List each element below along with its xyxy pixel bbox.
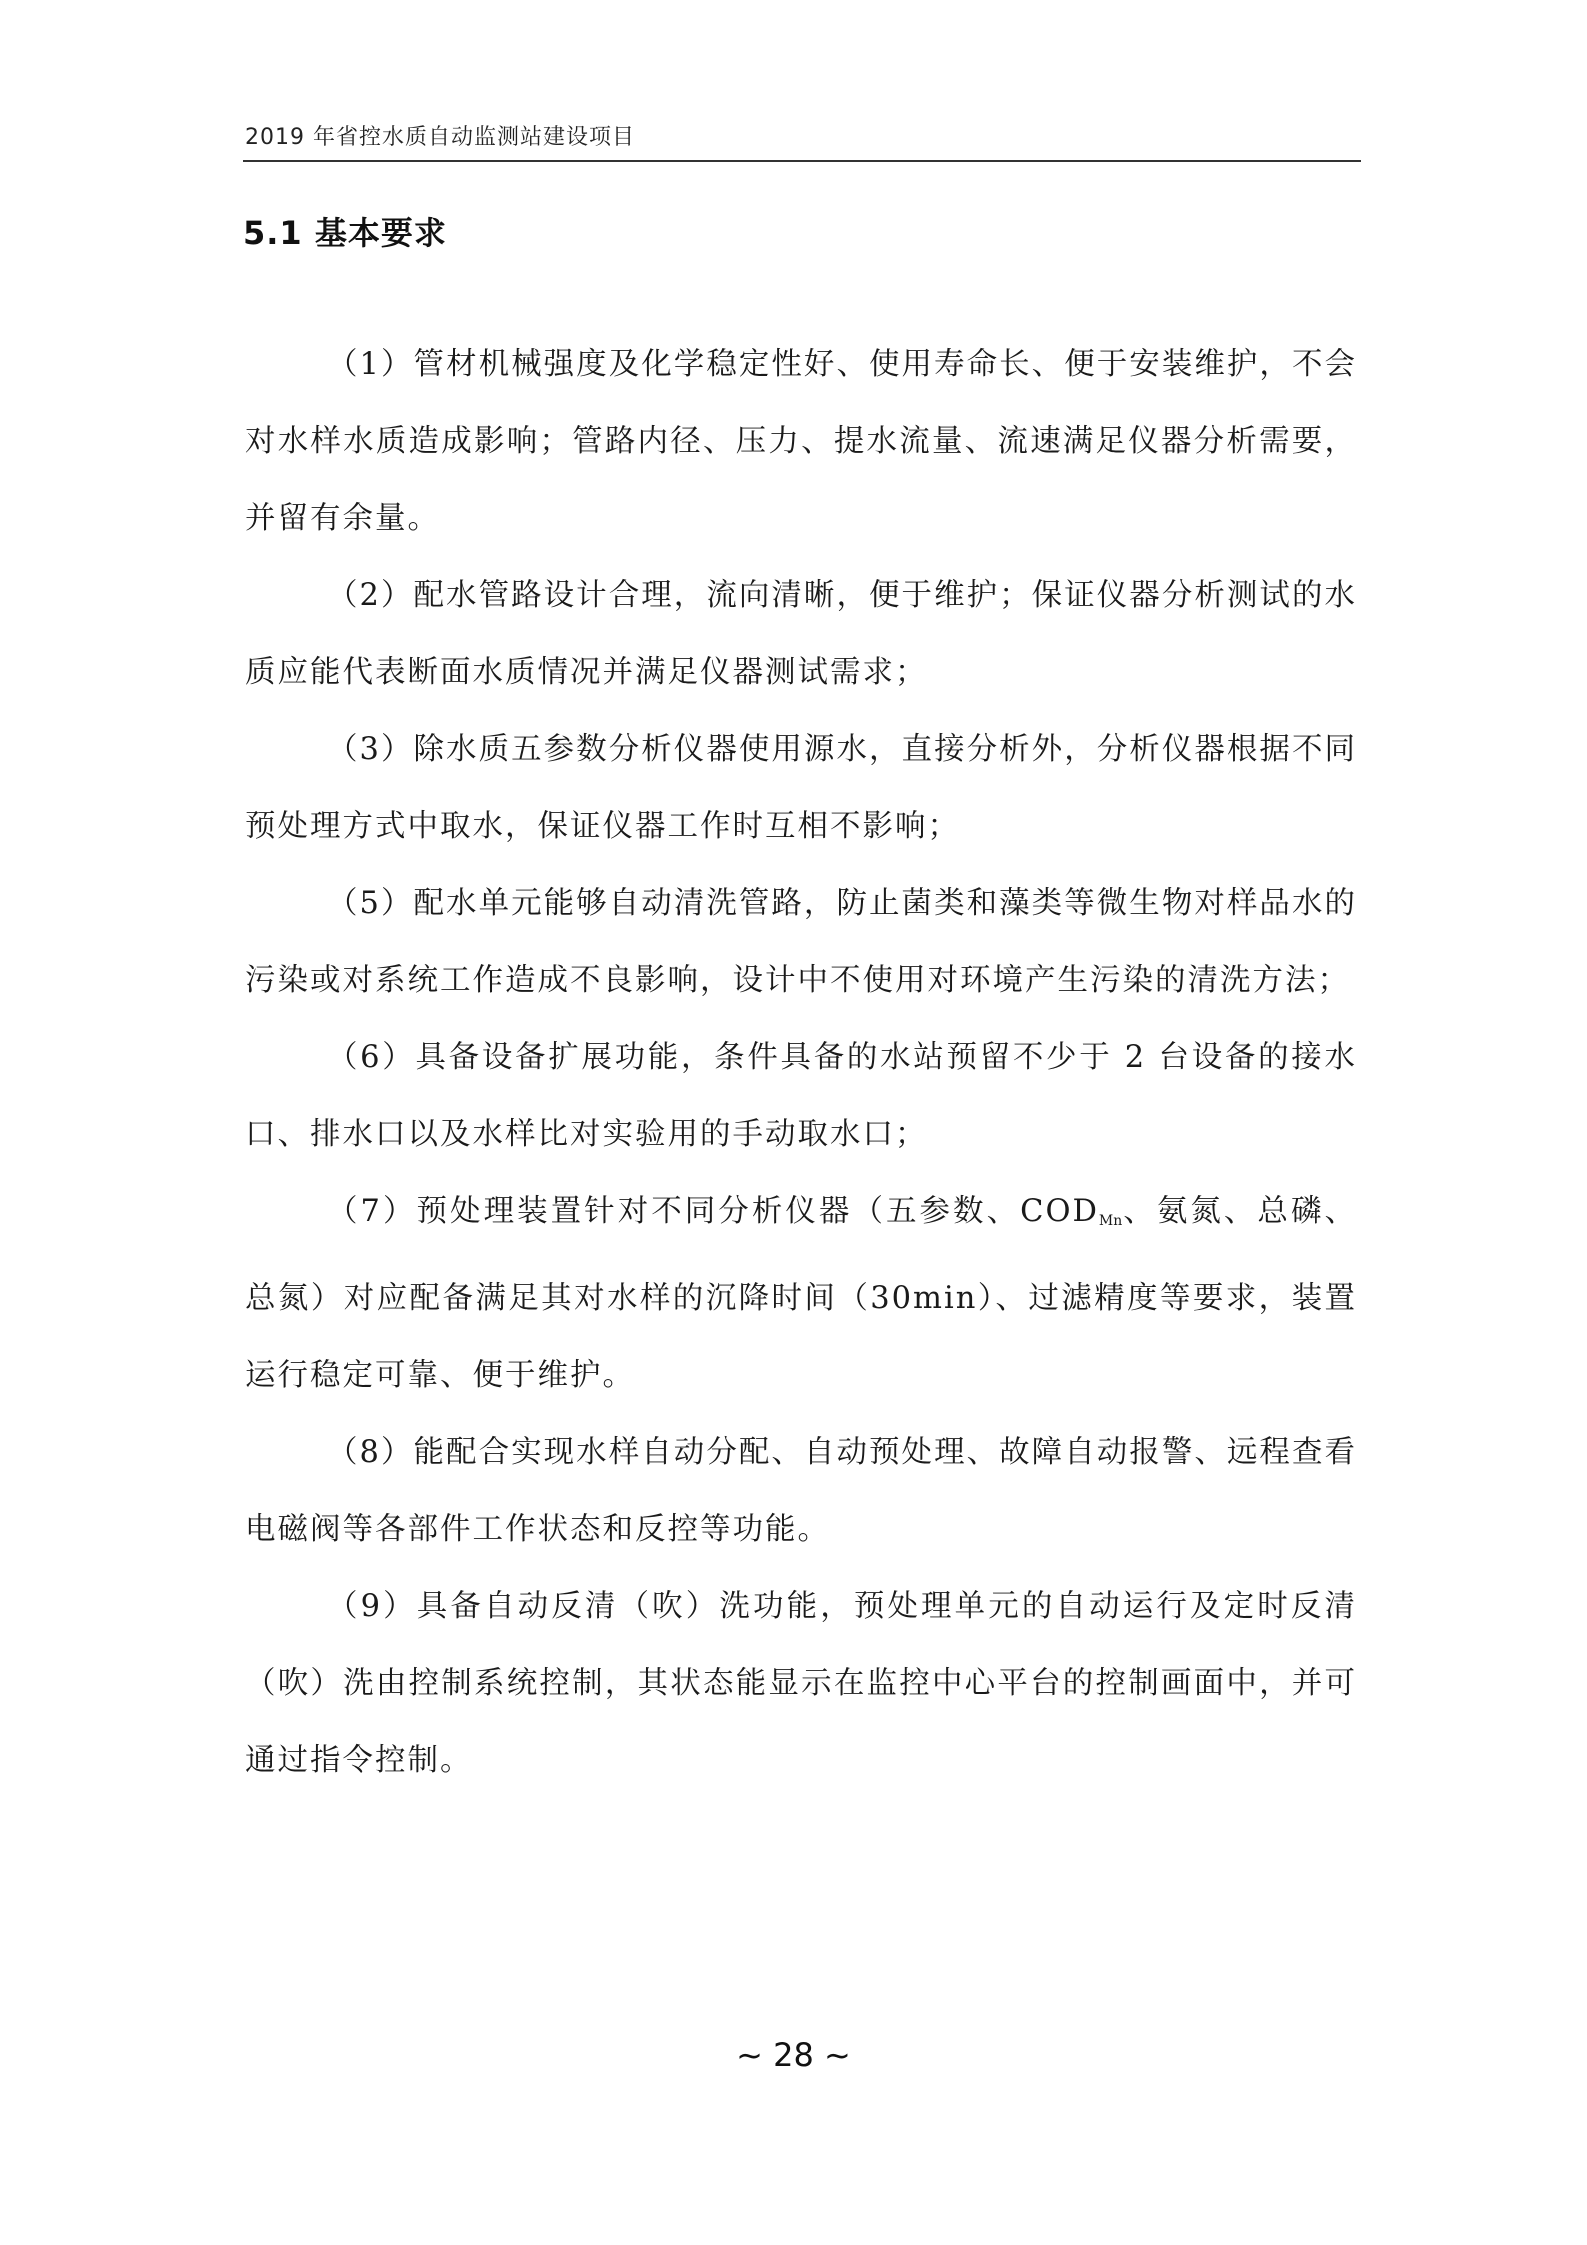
- paragraph-item-7-text-after: 、氨氮、总磷、总氮）对应配备满足其对水样的沉降时间（30min）、过滤精度等要求，装置运行稳定可靠、便于维护。: [245, 1194, 1357, 1393]
- paragraph-item-7: [245, 1173, 1357, 1414]
- paragraph-item-5: （5）配水单元能够自动清洗管路，防止菌类和藻类等微生物对样品水的污染或对系统工作造成不良影响，设计中不使用对环境产生污染的清洗方法；: [245, 886, 1357, 998]
- paragraph-item-6: （6）具备设备扩展功能，条件具备的水站预留不少于 2 台设备的接水口、排水口以及水样比对实验用的手动取水口；: [245, 1040, 1357, 1152]
- paragraph-item-7-text-before: （7）预处理装置针对不同分析仪器（五参数、COD: [327, 1194, 1099, 1229]
- document-body: [245, 326, 1357, 1799]
- paragraph-item-1: （1）管材机械强度及化学稳定性好、使用寿命长、便于安装维护，不会对水样水质造成影响；管路内径、压力、提水流量、流速满足仪器分析需要，并留有余量。: [245, 347, 1357, 536]
- section-heading: 5.1 基本要求: [243, 214, 447, 252]
- cod-subscript: Mn: [1098, 1213, 1123, 1229]
- paragraph-item-9: （9）具备自动反清（吹）洗功能，预处理单元的自动运行及定时反清（吹）洗由控制系统控制，其状态能显示在监控中心平台的控制画面中，并可通过指令控制。: [245, 1589, 1357, 1778]
- paragraph-item-2: （2）配水管路设计合理，流向清晰，便于维护；保证仪器分析测试的水质应能代表断面水质情况并满足仪器测试需求；: [245, 578, 1357, 690]
- paragraph-item-8: （8）能配合实现水样自动分配、自动预处理、故障自动报警、远程查看电磁阀等各部件工作状态和反控等功能。: [245, 1435, 1357, 1547]
- running-header: 2019 年省控水质自动监测站建设项目: [245, 125, 635, 150]
- header-divider: [243, 160, 1361, 162]
- page-number: ~ 28 ~: [736, 2036, 851, 2074]
- paragraph-item-3: （3）除水质五参数分析仪器使用源水，直接分析外，分析仪器根据不同预处理方式中取水，保证仪器工作时互相不影响；: [245, 732, 1357, 844]
